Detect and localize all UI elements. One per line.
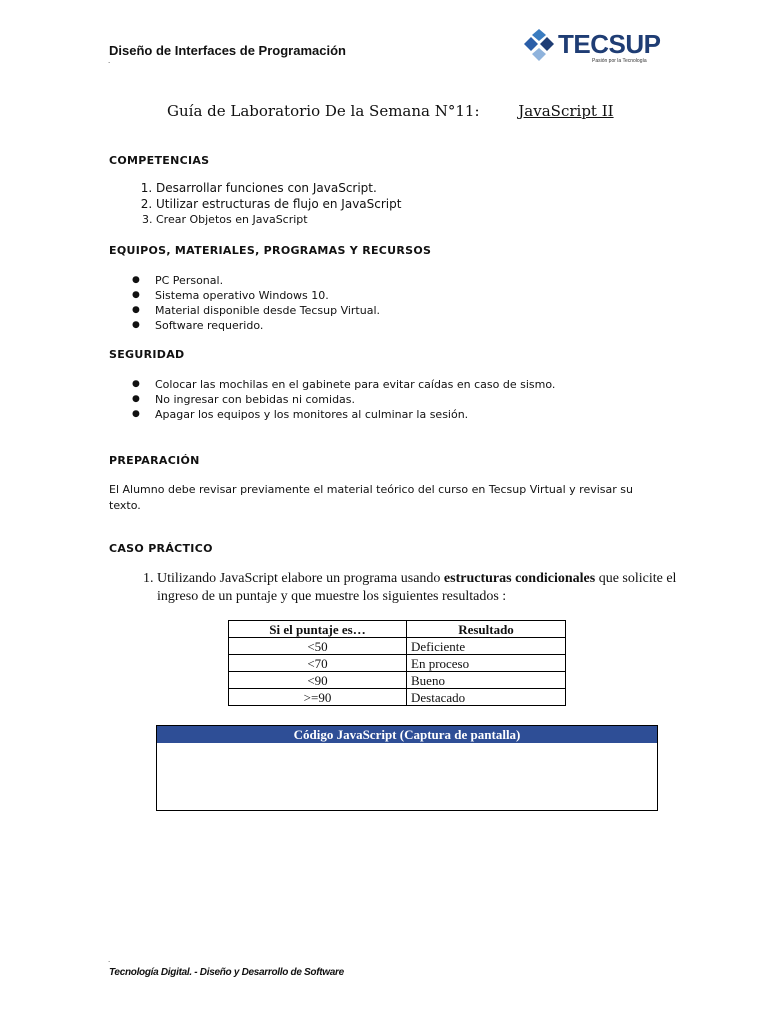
preparacion-text: El Alumno debe revisar previamente el material teórico del curso en Tecsup Virtual y revisar su texto. [109, 483, 633, 512]
page-footer: Tecnología Digital. - Diseño y Desarrollo de Software [109, 967, 344, 978]
list-item: ● Colocar las mochilas en el gabinete para evitar caídas en caso de sismo. [155, 377, 555, 392]
heading-competencias: COMPETENCIAS [109, 154, 210, 167]
table-cell: <90 [229, 672, 407, 689]
competencias-list [127, 180, 401, 228]
list-item: 1. Desarrollar funciones con JavaScript. [156, 180, 401, 196]
seguridad-list [126, 377, 555, 422]
list-item: 2. Utilizar estructuras de flujo en JavaScript [156, 196, 401, 212]
logo-wordmark: TECSUP [558, 29, 661, 59]
table-row [229, 689, 566, 706]
tecsup-logo-icon [524, 29, 554, 61]
code-box-header: Código JavaScript (Captura de pantalla) [157, 726, 657, 743]
table-row [229, 638, 566, 655]
list-item: ● No ingresar con bebidas ni comidas. [155, 392, 555, 407]
list-item: ● Software requerido. [155, 318, 380, 333]
table-row [229, 655, 566, 672]
table-header: Resultado [407, 621, 566, 638]
caso-text-before: Utilizando JavaScript elabore un programa usando [157, 571, 444, 586]
table-cell: Deficiente [407, 638, 566, 655]
list-item: ● PC Personal. [155, 273, 380, 288]
equipos-list [126, 273, 380, 333]
footer-dot: . [108, 956, 111, 964]
list-item: ● Sistema operativo Windows 10. [155, 288, 380, 303]
caso-text-bold: estructuras condicionales [443, 571, 596, 586]
title-subject: JavaScript II [518, 102, 614, 120]
heading-equipos: EQUIPOS, MATERIALES, PROGRAMAS Y RECURSOS [109, 244, 432, 257]
heading-seguridad: SEGURIDAD [109, 348, 185, 361]
page-title [167, 102, 614, 120]
table-cell: Destacado [407, 689, 566, 706]
caso-text-after: que solicite el ingreso de un puntaje y que muestre los siguientes resultados : [157, 571, 677, 604]
tecsup-logo [522, 27, 661, 69]
heading-caso-practico: CASO PRÁCTICO [109, 542, 213, 555]
table-cell: >=90 [229, 689, 407, 706]
code-screenshot-box [156, 725, 658, 811]
table-header: Si el puntaje es… [229, 621, 407, 638]
table-cell: <70 [229, 655, 407, 672]
list-item: ● Apagar los equipos y los monitores al culminar la sesión. [155, 407, 555, 422]
list-item: 3. Crear Objetos en JavaScript [156, 212, 401, 228]
caso-list [131, 570, 687, 606]
course-title: Diseño de Interfaces de Programación [109, 43, 346, 58]
list-item: ● Material disponible desde Tecsup Virtual. [155, 303, 380, 318]
table-row [229, 672, 566, 689]
caso-item [157, 570, 687, 606]
table-cell: En proceso [407, 655, 566, 672]
title-main: Guía de Laboratorio De la Semana N°11: [167, 102, 480, 120]
header-dot: . [108, 57, 111, 65]
table-header-row [229, 621, 566, 638]
table-cell: <50 [229, 638, 407, 655]
grades-table [228, 620, 566, 706]
table-cell: Bueno [407, 672, 566, 689]
heading-preparacion: PREPARACIÓN [109, 454, 200, 467]
logo-tagline: Pasión por la Tecnología [592, 58, 647, 64]
